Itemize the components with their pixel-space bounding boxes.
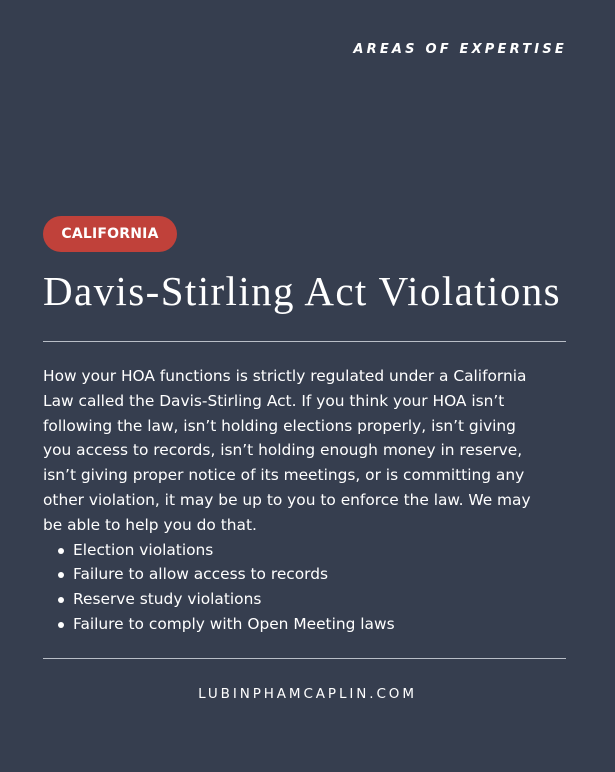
bullet-icon	[58, 572, 64, 578]
list-item	[43, 562, 568, 587]
bottom-divider	[43, 658, 566, 659]
body-content	[43, 364, 568, 637]
list-item-label: Failure to allow access to records	[73, 565, 329, 584]
bullet-icon	[58, 597, 64, 603]
state-badge-label: CALIFORNIA	[61, 226, 159, 242]
list-item	[43, 587, 568, 612]
paragraph-line: Law called the Davis-Stirling Act. If you think your HOA isn’t	[43, 391, 505, 410]
areas-of-expertise-label: AREAS OF EXPERTISE	[353, 42, 567, 57]
state-badge	[43, 216, 177, 252]
list-item-label: Reserve study violations	[73, 590, 262, 609]
list-item-label: Failure to comply with Open Meeting laws	[73, 614, 395, 633]
page-title: Davis-Stirling Act Violations	[43, 268, 561, 314]
bullet-icon	[58, 622, 64, 628]
list-item	[43, 612, 568, 637]
bullet-icon	[58, 548, 64, 554]
paragraph-line: you access to records, isn’t holding enough money in reserve,	[43, 441, 523, 460]
list-item-label: Election violations	[73, 540, 214, 559]
top-divider	[43, 341, 566, 342]
paragraph-line: be able to help you do that.	[43, 515, 257, 534]
paragraph-line: following the law, isn’t holding elections properly, isn’t giving	[43, 416, 516, 435]
violations-list	[43, 538, 568, 637]
paragraph-line: How your HOA functions is strictly regulated under a California	[43, 367, 527, 385]
website-footer: LUBINPHAMCAPLIN.COM	[198, 686, 417, 702]
paragraph-line: isn’t giving proper notice of its meetings, or is committing any	[43, 466, 525, 485]
intro-paragraph	[43, 364, 568, 538]
paragraph-line: other violation, it may be up to you to enforce the law. We may	[43, 490, 531, 509]
list-item	[43, 538, 568, 563]
